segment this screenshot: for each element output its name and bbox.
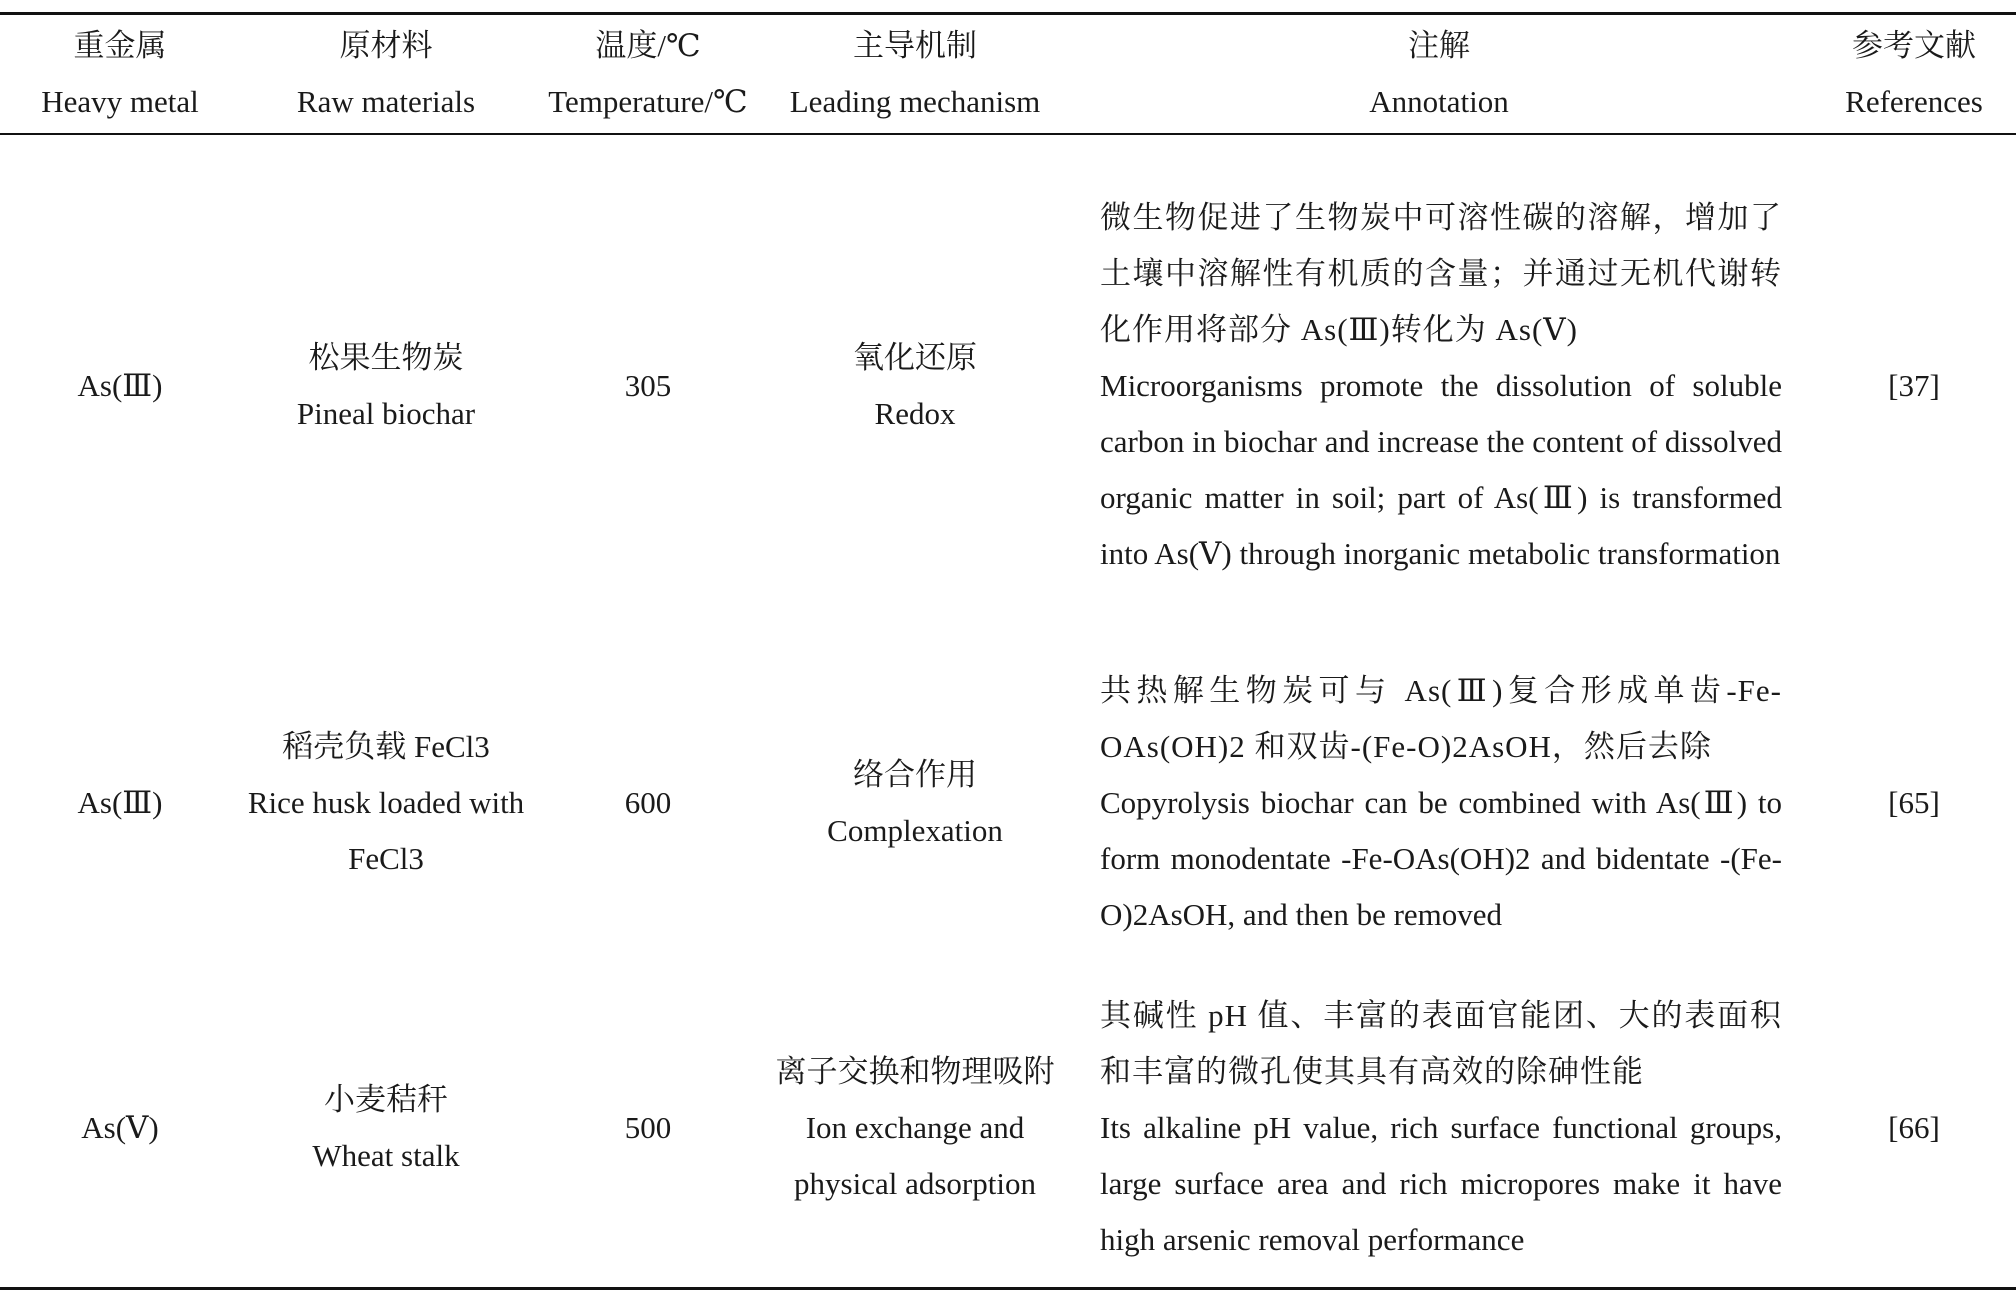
header-temperature: 温度/℃ Temperature/℃ <box>548 28 748 119</box>
table-row <box>0 134 2016 637</box>
table-row <box>0 969 2016 1289</box>
cell-leading-mechanism: 络合作用 Complexation <box>827 757 1003 848</box>
table-row <box>0 637 2016 969</box>
header-leading-mechanism: 主导机制 Leading mechanism <box>789 28 1041 119</box>
cell-raw-materials: 小麦秸秆 Wheat stalk <box>312 1082 460 1173</box>
header-raw-materials: 原材料 Raw materials <box>296 28 476 119</box>
data-table <box>0 12 2016 1290</box>
cell-raw-materials: 松果生物炭 Pineal biochar <box>296 340 476 431</box>
table-body <box>0 134 2016 1289</box>
cell-annotation: 共热解生物炭可与 As(Ⅲ)复合形成单齿-Fe-OAs(OH)2 和双齿-(Fe-O)2AsOH，然后去除 Copyrolysis biochar can be combined with As(Ⅲ) to form monodentate -Fe-OAs(OH)2 and bidentate -(Fe-O)2AsOH, and then be removed <box>1100 673 1782 932</box>
cell-annotation: 其碱性 pH 值、丰富的表面官能团、大的表面积和丰富的微孔使其具有高效的除砷性能 Its alkaline pH value, rich surface functional groups, large surface area and rich micropores make it have high arsenic removal performance <box>1100 998 1782 1257</box>
header-row <box>0 14 2016 135</box>
cell-temperature: 600 <box>624 785 672 820</box>
cell-heavy-metal: As(Ⅲ) <box>77 785 163 820</box>
header-heavy-metal: 重金属 Heavy metal <box>41 28 199 119</box>
cell-leading-mechanism: 氧化还原 Redox <box>853 340 977 431</box>
cell-leading-mechanism: 离子交换和物理吸附 Ion exchange and physical adsorption <box>775 1054 1055 1201</box>
header-references: 参考文献 References <box>1845 28 1983 119</box>
cell-temperature: 500 <box>624 1110 672 1145</box>
cell-heavy-metal: As(Ⅴ) <box>81 1110 159 1145</box>
cell-reference: [65] <box>1888 785 1940 820</box>
cell-heavy-metal: As(Ⅲ) <box>77 368 163 403</box>
header-annotation: 注解 Annotation <box>1369 28 1509 119</box>
table-header <box>0 14 2016 135</box>
cell-temperature: 305 <box>624 368 672 403</box>
cell-reference: [66] <box>1888 1110 1940 1145</box>
data-table-container <box>0 12 2016 1290</box>
cell-annotation: 微生物促进了生物炭中可溶性碳的溶解，增加了土壤中溶解性有机质的含量；并通过无机代谢转化作用将部分 As(Ⅲ)转化为 As(Ⅴ) Microorganisms promote the dissolution of soluble carbon in biochar and increase the content of dissolved organic matter in soil; part of As(Ⅲ) is transformed into As(Ⅴ) through inorganic metabolic transformation <box>1100 200 1782 571</box>
cell-reference: [37] <box>1888 368 1940 403</box>
cell-raw-materials: 稻壳负载 FeCl3 Rice husk loaded with FeCl3 <box>247 729 525 876</box>
